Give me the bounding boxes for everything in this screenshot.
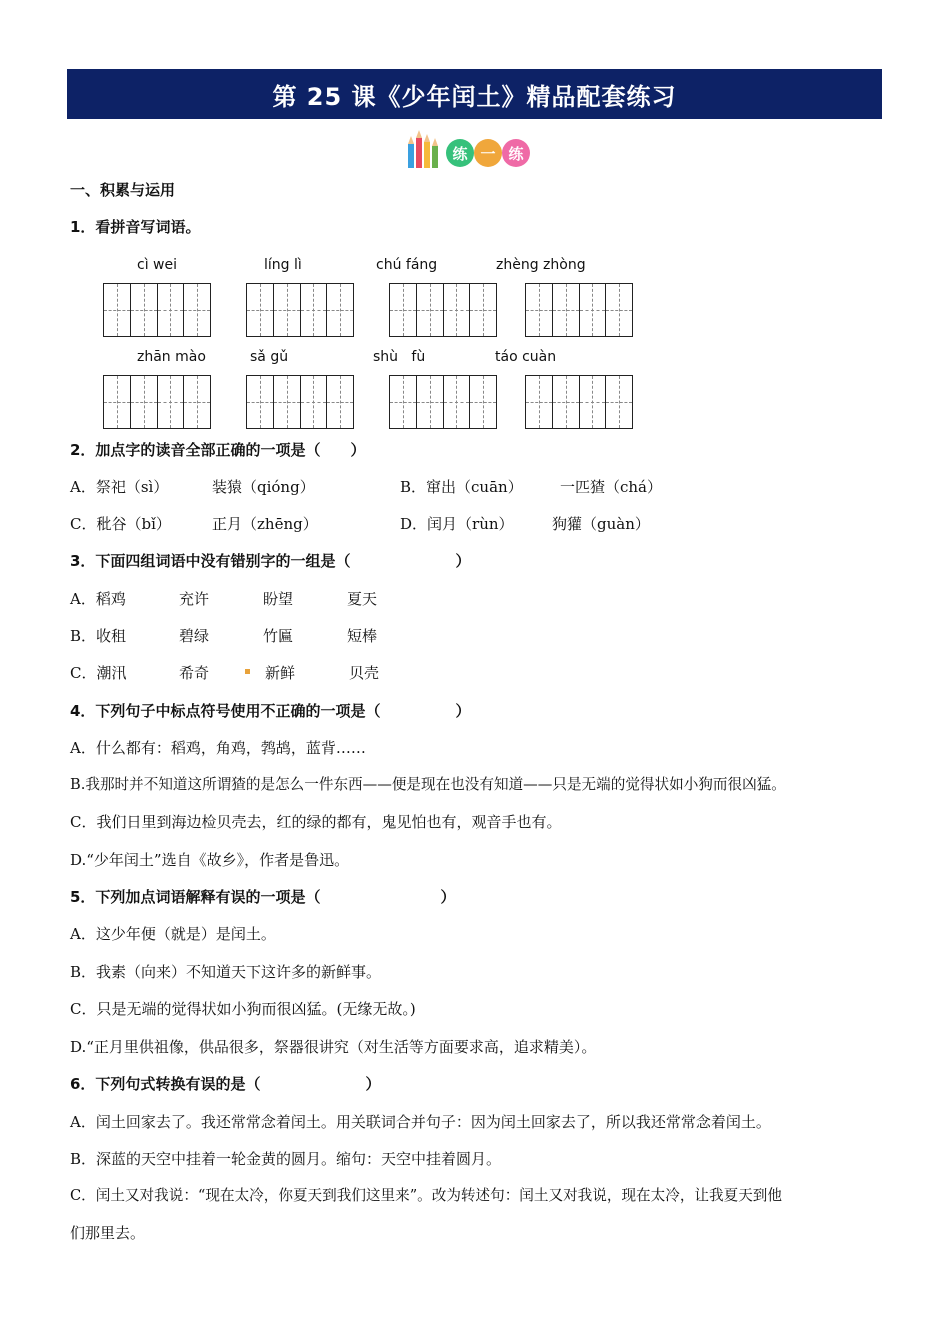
option-b: B．深蓝的天空中挂着一轮金黄的圆月。缩句：天空中挂着圆月。 [70, 1150, 502, 1168]
option-a: A．稻鸡 [70, 590, 126, 608]
option-c-word: 贝壳 [349, 664, 380, 682]
option-a-word: 充许 [179, 590, 210, 608]
option-b-word: 竹匾 [263, 627, 294, 645]
decorative-dot [245, 669, 250, 674]
badge-char-3: 练 [502, 139, 530, 167]
question-4: 4．下列句子中标点符号使用不正确的一项是（ ） [70, 702, 471, 720]
pinyin-label: táo cuàn [495, 349, 557, 365]
question-1: 1．看拼音写词语。 [70, 218, 201, 236]
pinyin-label: shù fù [373, 349, 426, 365]
option-c-word: 希奇 [179, 664, 210, 682]
option-c: C．只是无端的觉得状如小狗而很凶猛。(无缘无故。) [70, 1000, 416, 1018]
option-b-word: 一匹猹（chá） [560, 478, 663, 496]
writing-grid[interactable] [103, 283, 211, 337]
option-d: D.“正月里供祖像，供品很多，祭器很讲究（对生活等方面要求高，追求精美）。 [70, 1038, 597, 1056]
option-a: A．祭祀（sì） [70, 478, 169, 496]
pencils-icon [402, 128, 446, 172]
option-c: C．闰土又对我说：“现在太冷，你夏天到我们这里来”。改为转述句：闰土又对我说，现在太冷，让我夏天到他 [70, 1187, 782, 1204]
option-c-word: 新鲜 [265, 664, 296, 682]
practice-badge [402, 128, 537, 172]
option-a: A．闰土回家去了。我还常常念着闰土。用关联词合并句子：因为闰土回家去了，所以我还常常念着闰土。 [70, 1113, 771, 1131]
option-b: B．收租 [70, 627, 127, 645]
option-b: B．我素（向来）不知道天下这许多的新鲜事。 [70, 963, 382, 981]
writing-grid[interactable] [389, 375, 497, 429]
writing-grid[interactable] [525, 283, 633, 337]
pinyin-label: chú fáng [376, 257, 438, 273]
option-c: C．我们日里到海边检贝壳去，红的绿的都有，鬼见怕也有，观音手也有。 [70, 813, 562, 831]
pinyin-label: líng lì [264, 257, 302, 273]
option-c: C．潮汛 [70, 664, 127, 682]
option-b-word: 碧绿 [179, 627, 210, 645]
pinyin-label: zhān mào [137, 349, 206, 365]
option-a-word: 装猿（qióng） [212, 478, 315, 496]
option-c-word: 正月（zhēng） [212, 515, 318, 533]
question-2: 2．加点字的读音全部正确的一项是（ ） [70, 441, 366, 459]
option-d: D.“少年闰土”选自《故乡》，作者是鲁迅。 [70, 851, 350, 869]
badge-char-2: 一 [474, 139, 502, 167]
option-a-word: 夏天 [347, 590, 378, 608]
question-5: 5．下列加点词语解释有误的一项是（ ） [70, 888, 456, 906]
writing-grid[interactable] [246, 283, 354, 337]
section-heading: 一、积累与运用 [70, 181, 176, 199]
badge-char-1: 练 [446, 139, 474, 167]
option-a: A．这少年便（就是）是闰土。 [70, 925, 276, 943]
option-b: B．窜出（cuān） [400, 478, 523, 496]
pinyin-label: zhèng zhòng [496, 257, 586, 273]
option-d: D．闰月（rùn） [400, 515, 514, 533]
option-c-continued: 们那里去。 [70, 1224, 146, 1242]
option-c: C．秕谷（bǐ） [70, 515, 171, 533]
page-title: 第 25 课《少年闰土》精品配套练习 [67, 69, 882, 119]
writing-grid[interactable] [246, 375, 354, 429]
option-b-word: 短棒 [347, 627, 378, 645]
writing-grid[interactable] [525, 375, 633, 429]
writing-grid[interactable] [103, 375, 211, 429]
option-a-word: 盼望 [263, 590, 294, 608]
pinyin-label: sǎ gǔ [250, 349, 289, 365]
pinyin-label: cì wei [137, 257, 177, 273]
option-d-word: 狗獾（guàn） [552, 515, 650, 533]
writing-grid[interactable] [389, 283, 497, 337]
question-3: 3．下面四组词语中没有错别字的一组是（ ） [70, 552, 471, 570]
option-b: B.我那时并不知道这所谓猹的是怎么一件东西——便是现在也没有知道——只是无端的觉得状如小狗而很凶猛。 [70, 776, 786, 793]
question-6: 6．下列句式转换有误的是（ ） [70, 1075, 381, 1093]
option-a: A．什么都有：稻鸡，角鸡，鹁鸪，蓝背…… [70, 739, 366, 757]
